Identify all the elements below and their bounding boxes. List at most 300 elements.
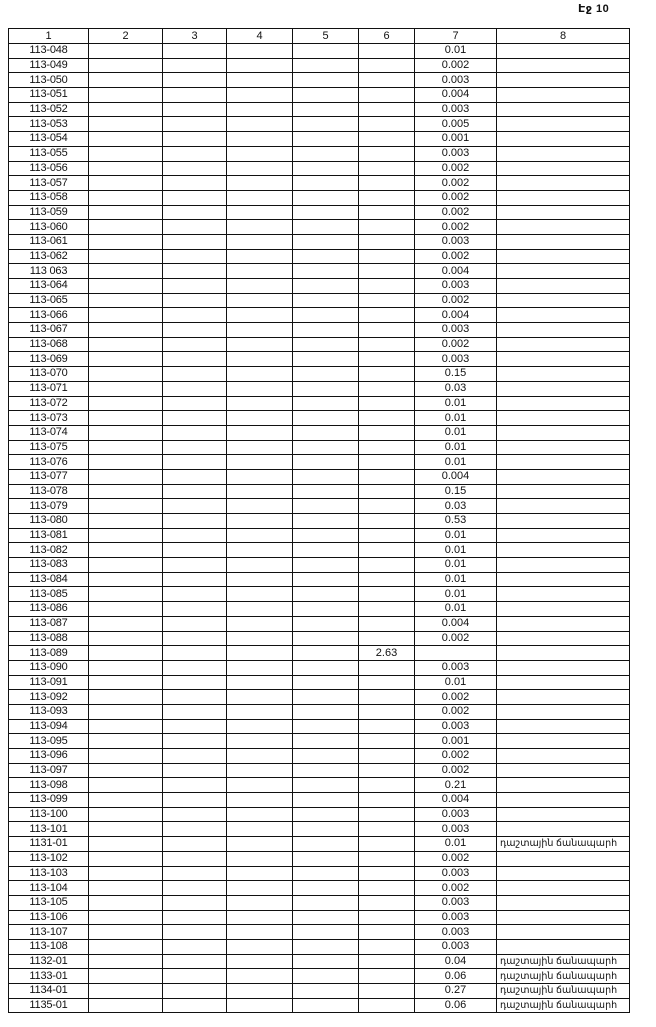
column-6-value-cell <box>359 352 415 367</box>
parcel-code-cell: 113-108 <box>9 939 89 954</box>
column-7-value-cell: 0.15 <box>415 484 497 499</box>
column-5-cell <box>293 749 359 764</box>
column-7-value-cell: 0.004 <box>415 264 497 279</box>
column-3-cell <box>163 587 227 602</box>
column-2-cell <box>89 690 163 705</box>
column-4-cell <box>227 646 293 661</box>
column-4-cell <box>227 381 293 396</box>
table-row <box>9 793 630 808</box>
table-row <box>9 881 630 896</box>
table-row <box>9 587 630 602</box>
column-7-value-cell: 0.01 <box>415 543 497 558</box>
column-3-cell <box>163 837 227 852</box>
column-4-cell <box>227 411 293 426</box>
column-7-value-cell: 0.004 <box>415 793 497 808</box>
column-2-cell <box>89 793 163 808</box>
land-use-note-cell <box>497 220 630 235</box>
land-use-note-cell <box>497 176 630 191</box>
column-3-cell <box>163 249 227 264</box>
column-2-cell <box>89 161 163 176</box>
land-use-note-cell <box>497 264 630 279</box>
table-row <box>9 411 630 426</box>
column-3-cell <box>163 234 227 249</box>
parcel-code-cell: 1132-01 <box>9 954 89 969</box>
column-3-cell <box>163 925 227 940</box>
table-row <box>9 969 630 984</box>
parcel-code-cell: 113-082 <box>9 543 89 558</box>
table-row <box>9 910 630 925</box>
column-6-value-cell <box>359 895 415 910</box>
column-4-cell <box>227 749 293 764</box>
parcel-code-cell: 113-062 <box>9 249 89 264</box>
column-2-cell <box>89 572 163 587</box>
column-7-value-cell: 0.03 <box>415 499 497 514</box>
column-7-value-cell: 0.005 <box>415 117 497 132</box>
column-4-cell <box>227 293 293 308</box>
parcel-code-cell: 113-095 <box>9 734 89 749</box>
parcel-code-cell: 113-092 <box>9 690 89 705</box>
land-use-note-cell <box>497 425 630 440</box>
column-3-cell <box>163 176 227 191</box>
table-row <box>9 851 630 866</box>
column-5-cell <box>293 455 359 470</box>
column-6-value-cell <box>359 220 415 235</box>
column-6-value-cell <box>359 602 415 617</box>
column-2-cell <box>89 440 163 455</box>
column-2-cell <box>89 102 163 117</box>
column-6-value-cell <box>359 484 415 499</box>
column-7-value-cell: 0.003 <box>415 73 497 88</box>
table-row <box>9 425 630 440</box>
land-use-note-cell <box>497 279 630 294</box>
land-use-note-cell <box>497 132 630 147</box>
column-3-cell <box>163 851 227 866</box>
parcel-code-cell: 113-083 <box>9 558 89 573</box>
column-2-cell <box>89 117 163 132</box>
column-4-cell <box>227 807 293 822</box>
table-row <box>9 220 630 235</box>
column-2-cell <box>89 822 163 837</box>
column-3-cell <box>163 425 227 440</box>
parcel-code-cell: 113-052 <box>9 102 89 117</box>
column-2-cell <box>89 73 163 88</box>
column-3-cell <box>163 807 227 822</box>
land-use-note-cell <box>497 367 630 382</box>
column-4-cell <box>227 984 293 999</box>
column-7-value-cell: 0.002 <box>415 704 497 719</box>
column-7-value-cell: 0.002 <box>415 881 497 896</box>
column-7-value-cell: 0.01 <box>415 455 497 470</box>
land-use-note-cell <box>497 646 630 661</box>
column-5-cell <box>293 161 359 176</box>
column-7-value-cell: 0.01 <box>415 440 497 455</box>
land-use-note-cell: դաշտային ճանապարհ <box>497 984 630 999</box>
column-5-cell <box>293 778 359 793</box>
column-2-cell <box>89 484 163 499</box>
column-7-value-cell: 0.002 <box>415 161 497 176</box>
column-4-cell <box>227 190 293 205</box>
table-body <box>9 44 630 1013</box>
column-5-cell <box>293 543 359 558</box>
parcel-code-cell: 113-074 <box>9 425 89 440</box>
table-row <box>9 749 630 764</box>
column-5-cell <box>293 469 359 484</box>
table-row <box>9 984 630 999</box>
column-2-cell <box>89 925 163 940</box>
column-2-cell <box>89 837 163 852</box>
column-5-cell <box>293 704 359 719</box>
column-2-cell <box>89 704 163 719</box>
column-6-value-cell <box>359 719 415 734</box>
parcel-code-cell: 113-071 <box>9 381 89 396</box>
column-3-cell <box>163 308 227 323</box>
column-7-value-cell: 0.002 <box>415 205 497 220</box>
column-5-cell <box>293 925 359 940</box>
column-6-value-cell <box>359 337 415 352</box>
column-7-value-cell: 0.06 <box>415 998 497 1013</box>
column-2-cell <box>89 264 163 279</box>
land-use-note-cell <box>497 719 630 734</box>
land-use-note-cell <box>497 352 630 367</box>
parcel-code-cell: 113-094 <box>9 719 89 734</box>
table-row <box>9 866 630 881</box>
land-use-note-cell <box>497 851 630 866</box>
column-2-cell <box>89 616 163 631</box>
table-row <box>9 440 630 455</box>
column-2-cell <box>89 749 163 764</box>
column-3-cell <box>163 749 227 764</box>
column-4-cell <box>227 102 293 117</box>
parcel-code-cell: 113-088 <box>9 631 89 646</box>
column-3-cell <box>163 264 227 279</box>
column-5-cell <box>293 484 359 499</box>
column-7-value-cell: 0.01 <box>415 528 497 543</box>
column-header-2: 2 <box>89 29 163 44</box>
column-3-cell <box>163 117 227 132</box>
table-row <box>9 528 630 543</box>
column-header-7: 7 <box>415 29 497 44</box>
column-2-cell <box>89 587 163 602</box>
table-row <box>9 102 630 117</box>
parcel-code-cell: 113-053 <box>9 117 89 132</box>
column-4-cell <box>227 969 293 984</box>
column-3-cell <box>163 910 227 925</box>
column-6-value-cell <box>359 308 415 323</box>
land-use-note-cell <box>497 616 630 631</box>
column-4-cell <box>227 425 293 440</box>
column-5-cell <box>293 117 359 132</box>
table-row <box>9 455 630 470</box>
column-4-cell <box>227 234 293 249</box>
table-row <box>9 190 630 205</box>
land-use-note-cell <box>497 146 630 161</box>
column-3-cell <box>163 323 227 338</box>
column-4-cell <box>227 264 293 279</box>
column-6-value-cell <box>359 234 415 249</box>
column-6-value-cell <box>359 396 415 411</box>
column-5-cell <box>293 984 359 999</box>
column-3-cell <box>163 763 227 778</box>
column-5-cell <box>293 499 359 514</box>
parcel-code-cell: 113-065 <box>9 293 89 308</box>
column-6-value-cell <box>359 984 415 999</box>
column-header-6: 6 <box>359 29 415 44</box>
table-row <box>9 763 630 778</box>
land-use-note-cell <box>497 117 630 132</box>
land-use-note-cell <box>497 499 630 514</box>
column-7-value-cell: 0.01 <box>415 396 497 411</box>
column-2-cell <box>89 176 163 191</box>
column-6-value-cell <box>359 969 415 984</box>
column-2-cell <box>89 205 163 220</box>
table-row <box>9 778 630 793</box>
parcel-code-cell: 113-075 <box>9 440 89 455</box>
column-6-value-cell <box>359 190 415 205</box>
table-row <box>9 558 630 573</box>
land-use-note-cell <box>497 190 630 205</box>
table-row <box>9 161 630 176</box>
parcel-code-cell: 113 063 <box>9 264 89 279</box>
column-2-cell <box>89 337 163 352</box>
column-header-4: 4 <box>227 29 293 44</box>
column-7-value-cell: 0.003 <box>415 102 497 117</box>
column-7-value-cell: 0.003 <box>415 925 497 940</box>
land-use-note-cell <box>497 587 630 602</box>
parcel-code-cell: 1134-01 <box>9 984 89 999</box>
land-use-note-cell: դաշտային ճանապարհ <box>497 969 630 984</box>
column-3-cell <box>163 279 227 294</box>
table-row <box>9 249 630 264</box>
column-5-cell <box>293 308 359 323</box>
column-4-cell <box>227 866 293 881</box>
column-2-cell <box>89 998 163 1013</box>
parcel-code-cell: 113-069 <box>9 352 89 367</box>
column-4-cell <box>227 396 293 411</box>
land-use-note-cell: դաշտային ճանապարհ <box>497 998 630 1013</box>
column-6-value-cell <box>359 176 415 191</box>
table-row <box>9 146 630 161</box>
column-7-value-cell: 0.002 <box>415 763 497 778</box>
column-4-cell <box>227 543 293 558</box>
column-5-cell <box>293 660 359 675</box>
column-4-cell <box>227 484 293 499</box>
column-7-value-cell: 0.002 <box>415 58 497 73</box>
parcel-code-cell: 113-104 <box>9 881 89 896</box>
parcel-code-cell: 113-106 <box>9 910 89 925</box>
column-7-value-cell: 0.002 <box>415 220 497 235</box>
column-7-value-cell: 0.003 <box>415 234 497 249</box>
column-header-5: 5 <box>293 29 359 44</box>
parcel-code-cell: 113-051 <box>9 88 89 103</box>
column-5-cell <box>293 734 359 749</box>
parcel-code-cell: 113-070 <box>9 367 89 382</box>
parcel-code-cell: 1133-01 <box>9 969 89 984</box>
column-3-cell <box>163 866 227 881</box>
column-6-value-cell <box>359 778 415 793</box>
table-row <box>9 616 630 631</box>
column-6-value-cell <box>359 161 415 176</box>
column-5-cell <box>293 411 359 426</box>
column-2-cell <box>89 734 163 749</box>
column-7-value-cell: 0.003 <box>415 146 497 161</box>
column-4-cell <box>227 895 293 910</box>
table-row <box>9 939 630 954</box>
land-use-note-cell <box>497 88 630 103</box>
column-2-cell <box>89 939 163 954</box>
column-4-cell <box>227 616 293 631</box>
parcel-code-cell: 113-059 <box>9 205 89 220</box>
column-6-value-cell <box>359 822 415 837</box>
column-2-cell <box>89 455 163 470</box>
column-2-cell <box>89 381 163 396</box>
column-3-cell <box>163 719 227 734</box>
column-5-cell <box>293 954 359 969</box>
table-row <box>9 352 630 367</box>
column-6-value-cell <box>359 543 415 558</box>
land-use-note-cell <box>497 602 630 617</box>
column-6-value-cell <box>359 690 415 705</box>
column-2-cell <box>89 469 163 484</box>
column-7-value-cell: 0.21 <box>415 778 497 793</box>
column-7-value-cell: 0.003 <box>415 939 497 954</box>
column-2-cell <box>89 646 163 661</box>
column-7-value-cell: 0.002 <box>415 851 497 866</box>
column-2-cell <box>89 631 163 646</box>
parcel-code-cell: 113-097 <box>9 763 89 778</box>
column-5-cell <box>293 969 359 984</box>
column-2-cell <box>89 323 163 338</box>
table-row <box>9 543 630 558</box>
column-6-value-cell <box>359 587 415 602</box>
column-2-cell <box>89 58 163 73</box>
column-2-cell <box>89 249 163 264</box>
table-row <box>9 176 630 191</box>
column-3-cell <box>163 881 227 896</box>
column-6-value-cell <box>359 675 415 690</box>
column-4-cell <box>227 675 293 690</box>
parcel-code-cell: 113-080 <box>9 514 89 529</box>
column-7-value-cell: 0.004 <box>415 308 497 323</box>
column-3-cell <box>163 895 227 910</box>
column-3-cell <box>163 616 227 631</box>
column-5-cell <box>293 910 359 925</box>
column-2-cell <box>89 146 163 161</box>
land-use-note-cell <box>497 234 630 249</box>
column-4-cell <box>227 837 293 852</box>
column-5-cell <box>293 837 359 852</box>
column-5-cell <box>293 616 359 631</box>
column-2-cell <box>89 190 163 205</box>
column-5-cell <box>293 249 359 264</box>
table-row <box>9 337 630 352</box>
column-4-cell <box>227 587 293 602</box>
column-6-value-cell <box>359 499 415 514</box>
table-row <box>9 925 630 940</box>
column-4-cell <box>227 146 293 161</box>
column-5-cell <box>293 337 359 352</box>
column-3-cell <box>163 132 227 147</box>
parcel-code-cell: 113-064 <box>9 279 89 294</box>
table-row <box>9 572 630 587</box>
column-4-cell <box>227 308 293 323</box>
parcel-code-cell: 113-085 <box>9 587 89 602</box>
column-header-8: 8 <box>497 29 630 44</box>
table-row <box>9 895 630 910</box>
column-4-cell <box>227 73 293 88</box>
column-3-cell <box>163 528 227 543</box>
table-row <box>9 602 630 617</box>
column-7-value-cell: 0.003 <box>415 807 497 822</box>
column-2-cell <box>89 719 163 734</box>
column-4-cell <box>227 455 293 470</box>
parcel-code-cell: 113-067 <box>9 323 89 338</box>
parcel-code-cell: 113-050 <box>9 73 89 88</box>
land-use-note-cell <box>497 690 630 705</box>
column-7-value-cell: 0.01 <box>415 44 497 59</box>
column-4-cell <box>227 719 293 734</box>
column-6-value-cell <box>359 367 415 382</box>
column-3-cell <box>163 146 227 161</box>
land-use-note-cell <box>497 778 630 793</box>
column-6-value-cell <box>359 837 415 852</box>
column-4-cell <box>227 910 293 925</box>
land-use-note-cell <box>497 543 630 558</box>
column-4-cell <box>227 323 293 338</box>
column-6-value-cell <box>359 425 415 440</box>
column-6-value-cell <box>359 279 415 294</box>
column-3-cell <box>163 660 227 675</box>
column-6-value-cell <box>359 910 415 925</box>
column-6-value-cell <box>359 807 415 822</box>
parcel-code-cell: 113-081 <box>9 528 89 543</box>
column-3-cell <box>163 969 227 984</box>
column-6-value-cell <box>359 514 415 529</box>
land-use-note-cell <box>497 484 630 499</box>
column-2-cell <box>89 851 163 866</box>
column-5-cell <box>293 367 359 382</box>
column-5-cell <box>293 719 359 734</box>
column-5-cell <box>293 88 359 103</box>
column-7-value-cell: 0.002 <box>415 631 497 646</box>
column-3-cell <box>163 646 227 661</box>
column-4-cell <box>227 440 293 455</box>
column-5-cell <box>293 881 359 896</box>
parcel-code-cell: 113-058 <box>9 190 89 205</box>
column-3-cell <box>163 984 227 999</box>
column-5-cell <box>293 793 359 808</box>
column-5-cell <box>293 146 359 161</box>
column-4-cell <box>227 469 293 484</box>
column-5-cell <box>293 220 359 235</box>
column-2-cell <box>89 558 163 573</box>
column-6-value-cell <box>359 411 415 426</box>
column-5-cell <box>293 514 359 529</box>
land-use-note-cell <box>497 660 630 675</box>
column-3-cell <box>163 220 227 235</box>
column-6-value-cell <box>359 132 415 147</box>
parcel-code-cell: 113-100 <box>9 807 89 822</box>
column-4-cell <box>227 793 293 808</box>
parcel-code-cell: 113-078 <box>9 484 89 499</box>
column-7-value-cell: 0.004 <box>415 616 497 631</box>
land-use-note-cell <box>497 631 630 646</box>
column-7-value-cell: 0.01 <box>415 602 497 617</box>
column-7-value-cell: 0.002 <box>415 190 497 205</box>
table-row <box>9 514 630 529</box>
column-3-cell <box>163 543 227 558</box>
column-7-value-cell: 0.01 <box>415 837 497 852</box>
column-4-cell <box>227 602 293 617</box>
